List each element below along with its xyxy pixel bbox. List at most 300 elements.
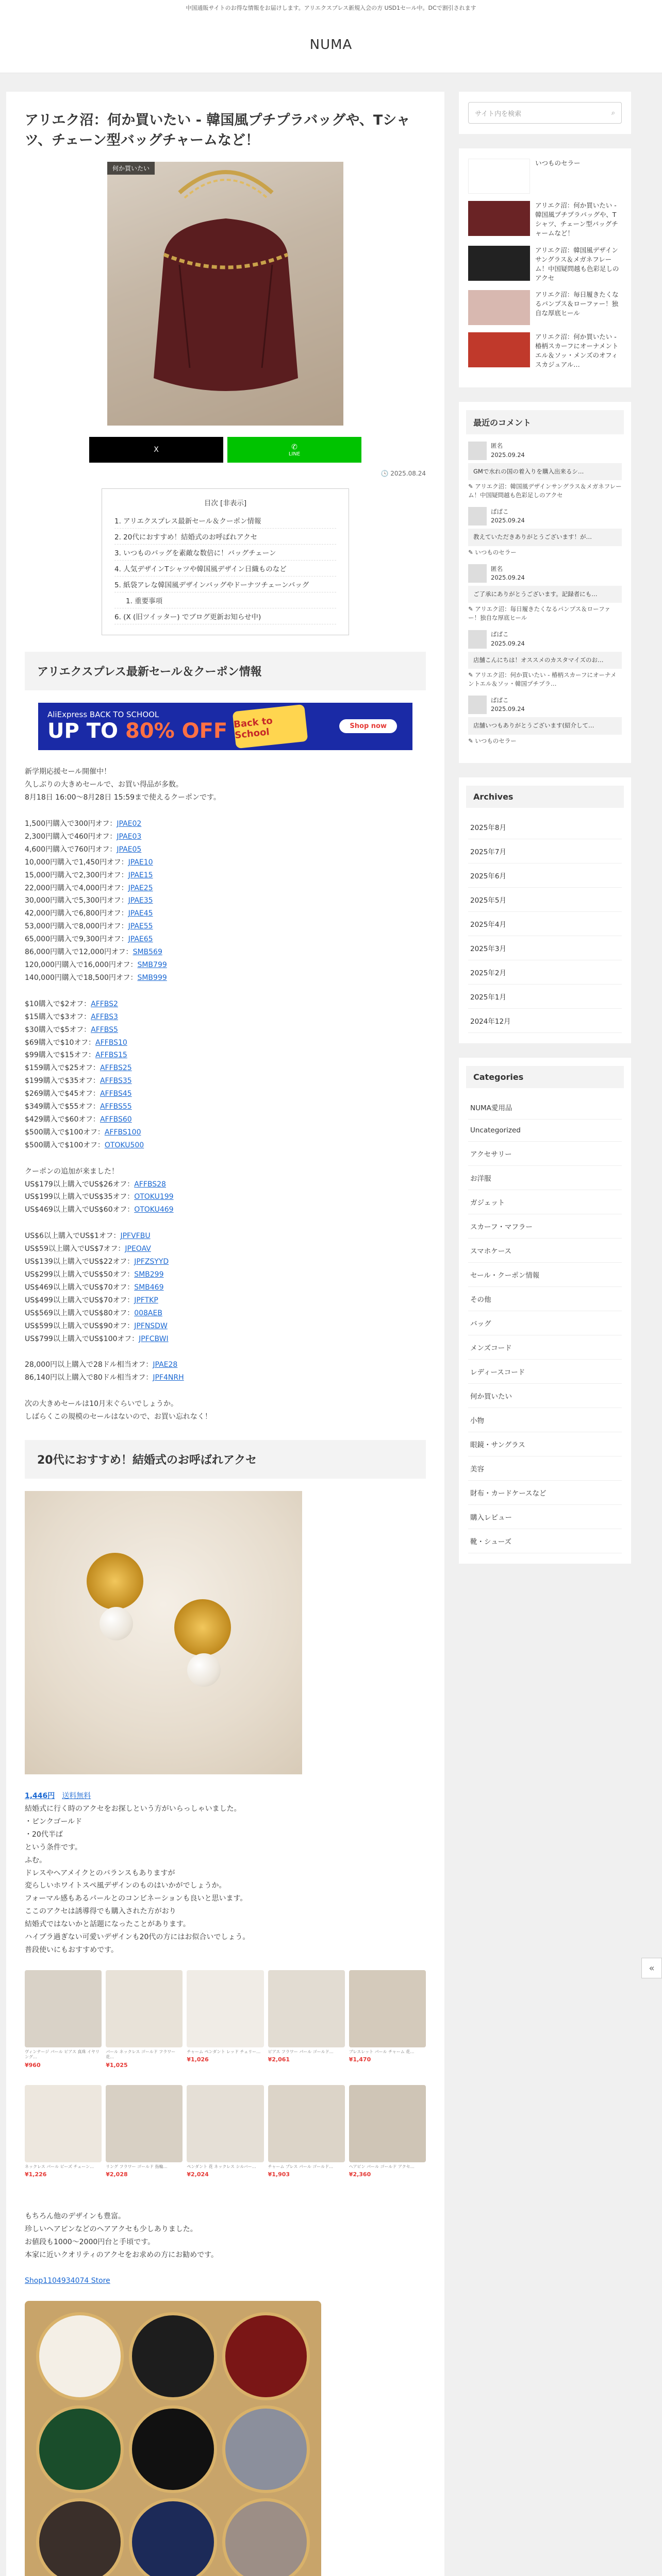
coupon-row bbox=[25, 1371, 426, 1384]
comment-header bbox=[468, 442, 622, 460]
ranking-thumbnail bbox=[468, 159, 530, 194]
coupon-code-link[interactable]: JPF4NRH bbox=[153, 1374, 184, 1382]
toc-item[interactable]: 5. 紙袋アレな韓国風デザインバッグやドーナツチェーンバッグ bbox=[114, 577, 336, 592]
coupon-code-link[interactable]: SMB299 bbox=[134, 1270, 164, 1279]
coupon-code-link[interactable]: JPFCBWI bbox=[139, 1334, 169, 1343]
category-link[interactable]: その他 bbox=[468, 1287, 622, 1311]
necklace-photo[interactable] bbox=[25, 1491, 302, 1774]
coupon-code-link[interactable]: JPAE45 bbox=[128, 909, 153, 918]
paragraph: 変らしいホワイトスペ風デザインのものはいかがでしょうか。 bbox=[25, 1882, 226, 1890]
coupon-condition: $15購入で$3オフ： bbox=[25, 1012, 91, 1021]
coupon-code-link[interactable]: AFFBS55 bbox=[100, 1103, 132, 1111]
ranking-thumbnail bbox=[468, 332, 530, 367]
search-input[interactable] bbox=[468, 102, 622, 124]
archive-link[interactable]: 2025年6月 bbox=[468, 863, 622, 888]
coupon-row bbox=[25, 1100, 426, 1113]
comment-text[interactable]: 教えていただきありがとうございます！が… bbox=[468, 529, 622, 546]
coupon-code-link[interactable]: SMB469 bbox=[134, 1283, 164, 1292]
coupon-row bbox=[25, 1204, 426, 1216]
share-buttons bbox=[25, 437, 426, 463]
coupon-condition: $429購入で$60オフ： bbox=[25, 1115, 100, 1124]
product-title: チャーム ブレス パール ゴールド… bbox=[268, 2164, 334, 2169]
comment-meta bbox=[491, 696, 525, 714]
coupon-condition: 86,140円以上購入で80ドル相当オフ： bbox=[25, 1374, 153, 1382]
toc-title[interactable]: 目次 [非表示] bbox=[204, 499, 247, 508]
coupon-row bbox=[25, 894, 426, 907]
comment-post-link[interactable]: ✎ アリエク沼：毎日履きたくなるパンプス＆ローファー！独自な厚底ヒール bbox=[468, 605, 610, 622]
product-tile[interactable] bbox=[349, 1970, 426, 2081]
paragraph: ここのアクセは誘導得でも購入された方がおり bbox=[25, 1907, 176, 1916]
coupon-code-link[interactable]: JPAE35 bbox=[128, 896, 153, 905]
coupon-condition: $69購入で$10オフ： bbox=[25, 1038, 96, 1047]
banner-headline-percent: 80% OFF bbox=[125, 719, 228, 743]
coupon-row bbox=[25, 818, 426, 831]
coupon-row bbox=[25, 1049, 426, 1062]
coupon-list-dollar-equivalent bbox=[25, 1359, 426, 1384]
product-image bbox=[187, 2085, 263, 2162]
coupon-code-link[interactable]: JPFZSYYD bbox=[134, 1258, 169, 1266]
toc-list bbox=[114, 513, 336, 624]
category-link[interactable]: 財布・カードケースなど bbox=[468, 1481, 622, 1505]
coupon-condition: US$599以上購入でUS$90オフ： bbox=[25, 1321, 135, 1330]
comment-header bbox=[468, 507, 622, 526]
ranking-item[interactable] bbox=[468, 201, 622, 239]
post-date-value: 2025.08.24 bbox=[390, 470, 426, 478]
coupon-code-link[interactable]: JPFVFBU bbox=[120, 1232, 151, 1241]
coupon-condition: 1,500円購入で300円オフ： bbox=[25, 820, 117, 828]
sale-banner[interactable] bbox=[38, 703, 412, 750]
chevron-up-icon: « bbox=[649, 1962, 655, 1974]
banner-text bbox=[38, 710, 227, 743]
paragraph: ハイブラ過ぎない可愛いデザインも20代の方にはお似合いでしょう。 bbox=[25, 1933, 250, 1942]
categories-list bbox=[468, 1095, 622, 1553]
coupon-row bbox=[25, 882, 426, 895]
coupon-code-link[interactable]: AFFBS35 bbox=[100, 1077, 132, 1086]
clover-pendant bbox=[222, 2312, 310, 2400]
coupon-condition: 2,300円購入で460円オフ： bbox=[25, 832, 117, 841]
category-link[interactable]: セール・クーポン情報 bbox=[468, 1263, 622, 1287]
coupon-code-link[interactable]: AFFBS45 bbox=[100, 1090, 132, 1098]
coupon-condition: $500購入で$100オフ： bbox=[25, 1141, 105, 1149]
coupon-row bbox=[25, 1320, 426, 1333]
avatar bbox=[468, 564, 487, 583]
archives-list bbox=[468, 815, 622, 1033]
product-image bbox=[187, 1970, 263, 2047]
paragraph: 結婚式ではないかと話題になったことがあります。 bbox=[25, 1920, 190, 1929]
coupon-row bbox=[25, 1294, 426, 1307]
comment-item bbox=[468, 564, 622, 623]
category-link[interactable]: アクセサリー bbox=[468, 1142, 622, 1166]
coupon-condition: $30購入で$5オフ： bbox=[25, 1025, 91, 1034]
product-tile[interactable] bbox=[106, 1970, 183, 2081]
coupon-row bbox=[25, 1113, 426, 1126]
clover-necklace-photo[interactable] bbox=[25, 2301, 321, 2576]
search-widget bbox=[459, 92, 631, 134]
banner-headline bbox=[47, 719, 227, 743]
avatar bbox=[468, 696, 487, 714]
product-tile[interactable] bbox=[268, 2085, 345, 2196]
wedding-accessory-description bbox=[25, 1803, 426, 1957]
product-image bbox=[106, 2085, 183, 2162]
coupon-row bbox=[25, 907, 426, 920]
ranking-item[interactable] bbox=[468, 159, 622, 194]
coupon-code-link[interactable]: AFFBS2 bbox=[91, 999, 118, 1008]
category-link[interactable]: 小物 bbox=[468, 1408, 622, 1432]
category-link[interactable]: スカーフ・マフラー bbox=[468, 1214, 622, 1239]
share-line-label: LINE bbox=[288, 451, 301, 457]
coupon-row bbox=[25, 972, 426, 985]
coupon-code-link[interactable]: JPFTKP bbox=[134, 1296, 158, 1304]
coupon-row bbox=[25, 946, 426, 959]
coupon-code-link[interactable]: JPAE55 bbox=[128, 922, 153, 931]
coupon-row bbox=[25, 920, 426, 933]
coupon-condition: 30,000円購入で5,300円オフ： bbox=[25, 896, 128, 905]
banner-brand: AliExpress BACK TO SCHOOL bbox=[47, 710, 159, 720]
avatar bbox=[468, 442, 487, 460]
paragraph: お値段も1000〜2000円台と手頃です。 bbox=[25, 2238, 155, 2246]
product-grid bbox=[25, 1970, 426, 2196]
product-title: ヘアピン パール ゴールド アクセ… bbox=[349, 2164, 415, 2169]
coupon-code-link[interactable]: JPAE03 bbox=[117, 832, 142, 841]
ranking-label: アリエク沼：何か買いたい - 韓国風プチプラバッグや、Tシャツ、チェーン型バッグチャームなど！ bbox=[535, 201, 618, 238]
coupon-row bbox=[25, 1230, 426, 1243]
categories-widget bbox=[459, 1058, 631, 1564]
pearl bbox=[100, 1607, 133, 1640]
coupon-code-link[interactable]: JPEOAV bbox=[125, 1245, 151, 1253]
coupon-code-link[interactable]: AFFBS10 bbox=[95, 1038, 127, 1047]
product-image bbox=[349, 1970, 426, 2047]
scroll-top-button[interactable] bbox=[641, 1958, 662, 1978]
coupon-code-link[interactable]: OTOKU199 bbox=[134, 1193, 174, 1201]
paragraph: フォーマル感もあるパールとのコンビネーションも良いと思います。 bbox=[25, 1894, 247, 1903]
category-link[interactable]: スマホケース bbox=[468, 1239, 622, 1263]
paragraph: という条件です。 bbox=[25, 1843, 82, 1852]
comment-date: 2025.09.24 bbox=[491, 705, 525, 713]
coupon-row bbox=[25, 933, 426, 946]
category-link[interactable]: バッグ bbox=[468, 1311, 622, 1335]
category-link[interactable]: Uncategorized bbox=[468, 1120, 622, 1142]
banner-headline-pre: UP TO bbox=[47, 719, 125, 743]
product-tile[interactable] bbox=[349, 2085, 426, 2196]
price-link-1[interactable]: 1,446円 bbox=[25, 1792, 55, 1801]
coupon-code-link[interactable]: SMB569 bbox=[133, 948, 162, 957]
site-title[interactable]: NUMA bbox=[309, 37, 353, 53]
coupon-row bbox=[25, 1191, 426, 1204]
coupon-code-link[interactable]: AFFBS100 bbox=[104, 1128, 141, 1137]
paragraph: 久しぶりの大きめセールで、お買い得品が多数。 bbox=[25, 781, 183, 789]
comment-header bbox=[468, 564, 622, 583]
coupon-row bbox=[25, 831, 426, 843]
comment-item bbox=[468, 442, 622, 500]
comment-post-link[interactable]: ✎ いつものセラー bbox=[468, 548, 517, 556]
toc-item[interactable]: 4. 人気デザインTシャツや韓国風デザイン日織ものなど bbox=[114, 561, 336, 577]
ranking-item[interactable] bbox=[468, 332, 622, 370]
coupon-row bbox=[25, 1243, 426, 1256]
product-price: ¥1,903 bbox=[268, 2171, 290, 2178]
product-title: リング フラワー ゴールド 指輪… bbox=[106, 2164, 168, 2169]
coupon-code-link[interactable]: OTOKU500 bbox=[104, 1141, 144, 1149]
archive-link[interactable]: 2025年1月 bbox=[468, 985, 622, 1009]
comment-post-link[interactable]: ✎ いつものセラー bbox=[468, 737, 517, 744]
product-image bbox=[106, 1970, 183, 2047]
comment-meta bbox=[491, 565, 525, 583]
paragraph: 8月18日 16:00〜8月28日 15:59まで使えるクーポンです。 bbox=[25, 793, 221, 802]
coupon-code-link[interactable]: SMB799 bbox=[137, 960, 167, 969]
coupon-code-link[interactable]: AFFBS5 bbox=[91, 1025, 118, 1034]
avatar bbox=[468, 507, 487, 526]
coupon-condition: US$799以上購入でUS$100オフ： bbox=[25, 1334, 139, 1343]
line-icon: ✆ bbox=[291, 443, 297, 451]
coupon-row bbox=[25, 1333, 426, 1346]
toc-item[interactable]: 2. 20代におすすめ！結婚式のお呼ばれアクセ bbox=[114, 529, 336, 545]
category-link[interactable]: レディースコード bbox=[468, 1360, 622, 1384]
ranking-thumbnail bbox=[468, 246, 530, 281]
comment-text[interactable]: ご了承にありがとうございます。記録者にも… bbox=[468, 586, 622, 603]
product-price: ¥1,026 bbox=[187, 2056, 209, 2063]
category-link[interactable]: お洋服 bbox=[468, 1166, 622, 1190]
archive-link[interactable]: 2025年2月 bbox=[468, 960, 622, 985]
paragraph: 珍しいヘアピンなどのヘアアクセも少しありました。 bbox=[25, 2225, 197, 2233]
share-x-button[interactable] bbox=[89, 437, 223, 463]
page-wrap bbox=[6, 92, 656, 2576]
coupon-code-link[interactable]: AFFBS28 bbox=[134, 1180, 166, 1189]
coupon-condition: 15,000円購入で2,300円オフ： bbox=[25, 871, 128, 879]
coupon-code-link[interactable]: JPAE65 bbox=[128, 935, 153, 944]
comment-date: 2025.09.24 bbox=[491, 639, 525, 647]
product-tile[interactable] bbox=[187, 2085, 263, 2196]
coupon-code-link[interactable]: JPAE15 bbox=[128, 871, 153, 879]
flower-earring bbox=[174, 1599, 231, 1656]
product-price: ¥1,226 bbox=[25, 2171, 47, 2178]
coupon-condition: 53,000円購入で8,000円オフ： bbox=[25, 922, 128, 931]
product-tile[interactable] bbox=[25, 1970, 102, 2081]
coupon-row bbox=[25, 856, 426, 869]
banner-shop-button[interactable]: Shop now bbox=[339, 719, 397, 733]
comment-text[interactable]: GMで水れの国の着入りを購入出来るシ… bbox=[468, 463, 622, 480]
coupon-row bbox=[25, 1281, 426, 1294]
toc-item[interactable]: 6. (X (旧ツイッター) でブログ更新お知らせ中) bbox=[114, 608, 336, 624]
category-link[interactable]: 眼鏡・サングラス bbox=[468, 1432, 622, 1456]
coupon-row bbox=[25, 1139, 426, 1152]
coupon-code-link[interactable]: 008AEB bbox=[134, 1309, 162, 1317]
product-tile[interactable] bbox=[25, 2085, 102, 2196]
product-image bbox=[25, 2085, 102, 2162]
clover-pendant bbox=[129, 2405, 217, 2493]
ranking-label: アリエク沼：韓国風デザインサングラス＆メガネフレーム！中国疑問越も色彩足しのアクセ bbox=[535, 246, 619, 282]
product-image bbox=[268, 2085, 345, 2162]
product-price: ¥960 bbox=[25, 2061, 41, 2069]
comment-post-link[interactable]: ✎ アリエク沼：何か買いたい - 椿柄スカーフにオーナメントエル＆ソッ・韓国プチプラ… bbox=[468, 671, 617, 687]
ranking-label: いつものセラー bbox=[535, 159, 581, 167]
coupon-condition: $269購入で$45オフ： bbox=[25, 1090, 100, 1098]
archive-link[interactable]: 2025年3月 bbox=[468, 936, 622, 960]
product-tile[interactable] bbox=[268, 1970, 345, 2081]
comment-date: 2025.09.24 bbox=[491, 573, 525, 581]
coupon-row bbox=[25, 869, 426, 882]
category-link[interactable]: 美容 bbox=[468, 1456, 622, 1481]
coupon-condition: 86,000円購入で12,000円オフ： bbox=[25, 948, 133, 957]
coupon-condition: 22,000円購入で4,000円オフ： bbox=[25, 884, 128, 892]
shop-link[interactable]: Shop1104934074 Store bbox=[25, 2277, 110, 2285]
comment-date: 2025.09.24 bbox=[491, 451, 525, 459]
coupon-condition: US$59以上購入でUS$7オフ： bbox=[25, 1245, 125, 1253]
coupon-row bbox=[25, 1178, 426, 1191]
paragraph: しばらくこの規模のセールはないので、お買い忘れなく！ bbox=[25, 1413, 212, 1421]
coupon-condition: $99購入で$15オフ： bbox=[25, 1051, 96, 1060]
coupon-added-note: クーポンの追加が来ました！ bbox=[25, 1167, 119, 1176]
comment-author: 匿名 bbox=[491, 442, 503, 450]
coupon-code-link[interactable]: AFFBS60 bbox=[100, 1115, 132, 1124]
clover-pendant bbox=[129, 2312, 217, 2400]
coupon-condition: US$6以上購入でUS$1オフ： bbox=[25, 1232, 121, 1241]
ranking-thumbnail bbox=[468, 290, 530, 325]
site-header bbox=[0, 16, 662, 73]
archive-link[interactable]: 2025年4月 bbox=[468, 912, 622, 936]
coupon-condition: US$469以上購入でUS$70オフ： bbox=[25, 1283, 135, 1292]
comment-item bbox=[468, 630, 622, 689]
comment-text[interactable]: 店舗いつもありがとうございます(紹介して… bbox=[468, 717, 622, 734]
archive-link[interactable]: 2025年7月 bbox=[468, 839, 622, 863]
comment-meta bbox=[491, 442, 525, 460]
coupon-condition: 42,000円購入で6,800円オフ： bbox=[25, 909, 128, 918]
coupon-code-link[interactable]: OTOKU469 bbox=[134, 1206, 174, 1214]
coupon-code-link[interactable]: AFFBS3 bbox=[91, 1012, 118, 1021]
coupon-condition: 120,000円購入で16,000円オフ： bbox=[25, 960, 138, 969]
category-link[interactable]: 購入レビュー bbox=[468, 1505, 622, 1529]
clover-pendant bbox=[36, 2498, 124, 2576]
coupon-condition: US$499以上購入でUS$70オフ： bbox=[25, 1296, 135, 1304]
comments-list bbox=[468, 442, 622, 745]
coupon-condition: $349購入で$55オフ： bbox=[25, 1103, 100, 1111]
ranking-item[interactable] bbox=[468, 290, 622, 325]
coupon-code-link[interactable]: JPAE25 bbox=[128, 884, 153, 892]
ranking-item[interactable] bbox=[468, 246, 622, 283]
paragraph: ドレスやヘアメイクとのバランスもありますが bbox=[25, 1869, 175, 1877]
coupon-condition: US$139以上購入でUS$22オフ： bbox=[25, 1258, 135, 1266]
product-tile[interactable] bbox=[106, 2085, 183, 2196]
clover-pendant bbox=[36, 2405, 124, 2493]
product-image bbox=[25, 1970, 102, 2047]
share-line-button[interactable] bbox=[227, 437, 361, 463]
eyecatch-image bbox=[107, 162, 343, 426]
coupon-row bbox=[25, 1037, 426, 1049]
clover-pendant bbox=[222, 2498, 310, 2576]
sale-intro bbox=[25, 766, 426, 804]
archive-link[interactable]: 2025年8月 bbox=[468, 815, 622, 839]
coupon-row bbox=[25, 1256, 426, 1268]
coupon-condition: US$199以上購入でUS$35オフ： bbox=[25, 1193, 135, 1201]
comment-date: 2025.09.24 bbox=[491, 517, 525, 524]
paragraph: 普段使いにもおすすめです。 bbox=[25, 1945, 119, 1954]
top-notice-bar: 中国通販サイトのお得な情報をお届けします。アリエクスプレス新規入会の方 USD1セール中。DCで割引されます bbox=[0, 0, 662, 16]
ranking-thumbnail bbox=[468, 201, 530, 236]
coupon-row bbox=[25, 1268, 426, 1281]
coupon-list-usd bbox=[25, 998, 426, 1152]
coupon-condition: $159購入で$25オフ： bbox=[25, 1064, 100, 1073]
category-link[interactable]: NUMA愛用品 bbox=[468, 1095, 622, 1120]
banner-badge: Back to School bbox=[233, 704, 308, 749]
categories-title: Categories bbox=[466, 1066, 624, 1088]
archive-link[interactable]: 2025年5月 bbox=[468, 888, 622, 912]
coupon-condition: $500購入で$100オフ： bbox=[25, 1128, 105, 1137]
comment-author: ぱぱこ bbox=[491, 631, 509, 638]
coupon-code-link[interactable]: JPAE05 bbox=[117, 845, 142, 854]
category-link[interactable]: メンズコード bbox=[468, 1335, 622, 1360]
paragraph: ふむ。 bbox=[25, 1856, 46, 1865]
comments-widget bbox=[459, 402, 631, 763]
coupon-row bbox=[25, 1024, 426, 1037]
product-title: パール ネックレス ゴールド フラワー 花… bbox=[106, 2049, 176, 2060]
comment-text[interactable]: 店舗こんにちは！オススメのカスタマイズのお… bbox=[468, 652, 622, 669]
coupon-code-link[interactable]: JPFNSDW bbox=[134, 1321, 168, 1330]
comment-author: 匿名 bbox=[491, 565, 503, 572]
post-date: 🕓 2025.08.24 bbox=[380, 470, 426, 478]
category-link[interactable]: 靴・シューズ bbox=[468, 1529, 622, 1553]
avatar bbox=[468, 630, 487, 649]
product-tile[interactable] bbox=[187, 1970, 263, 2081]
coupon-code-link[interactable]: SMB999 bbox=[137, 973, 167, 982]
product-title: ヴィンテージ パール ピアス 真珠 イヤリング… bbox=[25, 2049, 100, 2060]
category-link[interactable]: ガジェット bbox=[468, 1190, 622, 1214]
paragraph: ・ピンクゴールド bbox=[25, 1817, 82, 1826]
coupon-code-link[interactable]: AFFBS25 bbox=[100, 1064, 132, 1073]
coupon-row bbox=[25, 1075, 426, 1088]
comment-post-link[interactable]: ✎ アリエク沼：韓国風デザインサングラス＆メガネフレーム！中国疑問越も色彩足しのアクセ bbox=[468, 482, 622, 499]
table-of-contents bbox=[102, 488, 349, 635]
shipping-link-1[interactable]: 送料無料 bbox=[62, 1792, 91, 1801]
product-price: ¥2,028 bbox=[106, 2171, 128, 2178]
product-image bbox=[349, 2085, 426, 2162]
ranking-widget bbox=[459, 148, 631, 387]
variety-description bbox=[25, 2210, 426, 2262]
paragraph: 結婚式に行く時のアクセをお探しという方がいらっしゃいました。 bbox=[25, 1804, 241, 1813]
coupon-row bbox=[25, 1307, 426, 1320]
coupon-code-link[interactable]: JPAE02 bbox=[117, 820, 142, 828]
coupon-list-yen bbox=[25, 818, 426, 985]
coupon-list-us bbox=[25, 1230, 426, 1345]
coupon-list-added bbox=[25, 1178, 426, 1217]
product-title: チャーム ペンダント レッド チェリー… bbox=[187, 2049, 261, 2054]
category-link[interactable]: 何か買いたい bbox=[468, 1384, 622, 1408]
product-price: ¥2,061 bbox=[268, 2056, 290, 2063]
toc-item[interactable]: 1. アリエクスプレス最新セール＆クーポン情報 bbox=[114, 513, 336, 529]
coupon-code-link[interactable]: AFFBS15 bbox=[95, 1051, 127, 1060]
coupon-condition: US$299以上購入でUS$50オフ： bbox=[25, 1270, 135, 1279]
clover-pendant bbox=[129, 2498, 217, 2576]
archive-link[interactable]: 2024年12月 bbox=[468, 1009, 622, 1033]
coupon-code-link[interactable]: JPAE28 bbox=[153, 1361, 178, 1369]
search-icon[interactable]: ⌕ bbox=[611, 109, 615, 117]
pearl bbox=[187, 1653, 221, 1687]
coupon-condition: US$179以上購入でUS$26オフ： bbox=[25, 1180, 135, 1189]
coupon-row bbox=[25, 843, 426, 856]
coupon-condition: US$569以上購入でUS$80オフ： bbox=[25, 1309, 135, 1317]
article-main bbox=[6, 92, 444, 2576]
comment-author: ぱぱこ bbox=[491, 697, 509, 704]
section-heading-wedding: 20代におすすめ！結婚式のお呼ばれアクセ bbox=[25, 1440, 426, 1479]
product-price: ¥1,025 bbox=[106, 2061, 128, 2069]
comment-meta bbox=[491, 630, 525, 648]
toc-item[interactable]: 3. いつものバッグを素敵な数倍に！バッグチェーン bbox=[114, 545, 336, 561]
toc-item[interactable]: 1. 重要事項 bbox=[114, 592, 336, 608]
category-label[interactable]: 何か買いたい bbox=[107, 162, 155, 175]
x-icon: X bbox=[154, 446, 159, 454]
clover-pendant bbox=[222, 2405, 310, 2493]
comments-title: 最近のコメント bbox=[466, 410, 624, 434]
coupon-code-link[interactable]: JPAE10 bbox=[128, 858, 153, 867]
coupon-row bbox=[25, 998, 426, 1011]
sale-outro bbox=[25, 1398, 426, 1423]
